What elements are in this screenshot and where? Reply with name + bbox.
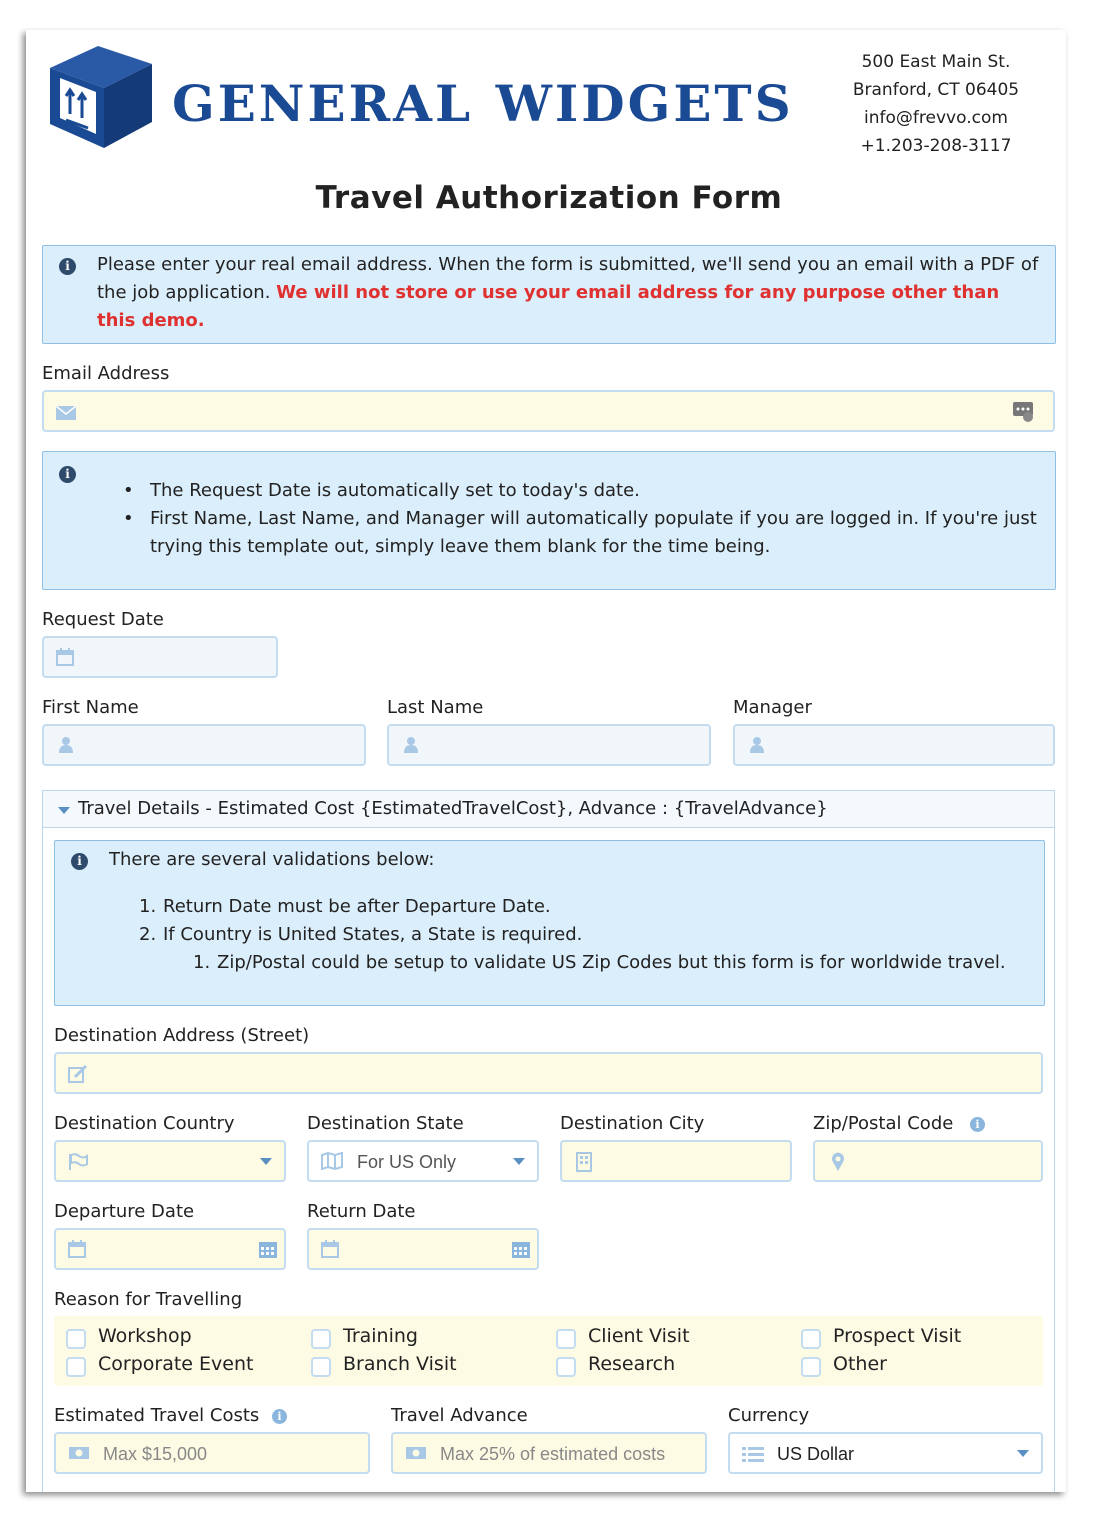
destination-street-label: Destination Address (Street) bbox=[54, 1025, 310, 1046]
brand-name bbox=[172, 74, 794, 133]
currency-label: Currency bbox=[728, 1405, 810, 1426]
calendar-icon bbox=[321, 1240, 339, 1262]
reason-checkbox[interactable] bbox=[801, 1357, 821, 1377]
validation-sub-item: Zip/Postal could be setup to validate US Zip Codes but this form is for worldwide travel. bbox=[217, 952, 1006, 973]
money-icon bbox=[68, 1445, 90, 1465]
brand-first: GENERAL bbox=[172, 74, 474, 133]
estimated-costs-placeholder: Max $15,000 bbox=[103, 1444, 208, 1464]
edit-icon bbox=[68, 1065, 88, 1087]
last-name-label: Last Name bbox=[387, 697, 484, 718]
zip-field[interactable] bbox=[813, 1140, 1043, 1182]
departure-date-field[interactable] bbox=[54, 1228, 286, 1270]
reason-checkbox[interactable] bbox=[311, 1329, 331, 1349]
travel-details-title: Travel Details - Estimated Cost {EstimatedTravelCost}, Advance : {TravelAdvance} bbox=[78, 798, 828, 819]
destination-city-field[interactable] bbox=[560, 1140, 792, 1182]
destination-state-select[interactable] bbox=[307, 1140, 539, 1182]
money-icon bbox=[405, 1445, 427, 1465]
travel-advance-field[interactable] bbox=[391, 1432, 707, 1474]
currency-value: US Dollar bbox=[777, 1444, 855, 1464]
email-notice-text bbox=[97, 251, 1042, 335]
reason-option-label[interactable]: Client Visit bbox=[588, 1325, 690, 1347]
reason-checkbox[interactable] bbox=[66, 1329, 86, 1349]
envelope-icon bbox=[56, 405, 76, 424]
reason-checkbox[interactable] bbox=[311, 1357, 331, 1377]
date-picker-icon[interactable] bbox=[511, 1239, 531, 1263]
autofill-item bbox=[123, 477, 133, 505]
address-line: 500 East Main St. bbox=[861, 52, 1011, 72]
travel-advance-label: Travel Advance bbox=[391, 1405, 528, 1426]
first-name-label: First Name bbox=[42, 697, 139, 718]
reason-option-label[interactable]: Other bbox=[833, 1353, 887, 1375]
destination-street-field[interactable] bbox=[54, 1052, 1043, 1094]
map-icon bbox=[321, 1152, 343, 1174]
reason-option-label[interactable]: Research bbox=[588, 1353, 676, 1375]
reason-checkbox-group bbox=[54, 1316, 1043, 1386]
building-icon bbox=[576, 1152, 592, 1176]
address-line: info@frevvo.com bbox=[864, 108, 1008, 128]
departure-date-label: Departure Date bbox=[54, 1201, 195, 1222]
validation-notice bbox=[54, 840, 1045, 1006]
validation-number: 2. bbox=[139, 924, 157, 945]
destination-state-placeholder: For US Only bbox=[357, 1152, 457, 1172]
bullet-icon: • bbox=[123, 508, 134, 529]
email-notice bbox=[42, 245, 1056, 344]
zip-label-text: Zip/Postal Code bbox=[813, 1113, 954, 1134]
estimated-costs-label: Estimated Travel Costs bbox=[54, 1405, 260, 1426]
autofill-item bbox=[123, 505, 133, 533]
dropdown-caret-icon[interactable] bbox=[1017, 1450, 1029, 1457]
destination-country-select[interactable] bbox=[54, 1140, 286, 1182]
validation-item: Return Date must be after Departure Date. bbox=[163, 896, 551, 917]
validation-number: 1. bbox=[139, 896, 157, 917]
last-name-field[interactable] bbox=[387, 724, 711, 766]
validation-intro: There are several validations below: bbox=[109, 849, 435, 870]
estimated-costs-help-icon[interactable]: i bbox=[272, 1409, 287, 1424]
date-picker-icon[interactable] bbox=[258, 1239, 278, 1263]
bullet-icon: • bbox=[123, 480, 134, 501]
user-icon bbox=[403, 736, 419, 758]
destination-city-label: Destination City bbox=[560, 1113, 705, 1134]
validation-item: If Country is United States, a State is required. bbox=[163, 924, 583, 945]
info-icon: i bbox=[71, 853, 88, 870]
address-line: Branford, CT 06405 bbox=[852, 80, 1020, 100]
reason-checkbox[interactable] bbox=[66, 1357, 86, 1377]
email-notice-warning: We will not store or use your email address for any purpose other than this demo. bbox=[97, 282, 1000, 331]
zip-help-icon[interactable]: i bbox=[970, 1117, 985, 1132]
return-date-label: Return Date bbox=[307, 1201, 416, 1222]
user-icon bbox=[749, 736, 765, 758]
reason-option-label[interactable]: Branch Visit bbox=[343, 1353, 457, 1375]
flag-icon bbox=[68, 1153, 88, 1175]
request-date-field[interactable] bbox=[42, 636, 278, 678]
reason-option-label[interactable]: Prospect Visit bbox=[833, 1325, 962, 1347]
reason-checkbox[interactable] bbox=[556, 1329, 576, 1349]
request-date-label: Request Date bbox=[42, 609, 164, 630]
form-title: Travel Authorization Form bbox=[315, 180, 783, 216]
reason-option-label[interactable]: Workshop bbox=[98, 1325, 192, 1347]
dropdown-caret-icon[interactable] bbox=[260, 1158, 272, 1165]
calendar-icon bbox=[56, 648, 74, 670]
reason-option-label[interactable]: Corporate Event bbox=[98, 1353, 254, 1375]
autofill-icon bbox=[1013, 402, 1035, 426]
autofill-item-text: The Request Date is automatically set to today's date. bbox=[150, 480, 640, 501]
user-icon bbox=[58, 736, 74, 758]
map-marker-icon bbox=[831, 1152, 845, 1176]
travel-details-header[interactable] bbox=[42, 790, 1055, 828]
info-icon: i bbox=[59, 466, 76, 483]
estimated-costs-field[interactable] bbox=[54, 1432, 370, 1474]
list-icon bbox=[742, 1446, 764, 1466]
info-icon: i bbox=[59, 258, 76, 275]
validation-number: 1. bbox=[193, 952, 211, 973]
email-field[interactable] bbox=[42, 390, 1055, 432]
currency-select[interactable] bbox=[728, 1432, 1043, 1474]
autofill-notice bbox=[42, 451, 1056, 590]
collapse-caret-icon[interactable] bbox=[58, 807, 70, 814]
form-page bbox=[26, 30, 1066, 1492]
autofill-item-text: First Name, Last Name, and Manager will automatically populate if you are logged in. If you're just trying this template out, simply leave them blank for the time being. bbox=[150, 508, 1037, 557]
company-address bbox=[826, 48, 1046, 160]
brand-second: WIDGETS bbox=[495, 74, 794, 133]
email-notice-message: Please enter your real email address. When the form is submitted, we'll send you an email with a PDF of the job application. bbox=[97, 254, 1039, 303]
reason-option-label[interactable]: Training bbox=[343, 1325, 418, 1347]
calendar-icon bbox=[68, 1240, 86, 1262]
dropdown-caret-icon[interactable] bbox=[513, 1158, 525, 1165]
travel-advance-placeholder: Max 25% of estimated costs bbox=[440, 1444, 666, 1464]
manager-label: Manager bbox=[733, 697, 812, 718]
manager-field[interactable] bbox=[733, 724, 1055, 766]
address-line: +1.203-208-3117 bbox=[860, 136, 1012, 156]
logo-box-icon bbox=[40, 40, 158, 152]
first-name-field[interactable] bbox=[42, 724, 366, 766]
email-label: Email Address bbox=[42, 363, 170, 384]
reason-checkbox[interactable] bbox=[801, 1329, 821, 1349]
destination-country-label: Destination Country bbox=[54, 1113, 235, 1134]
zip-label bbox=[813, 1113, 953, 1134]
destination-state-label: Destination State bbox=[307, 1113, 464, 1134]
return-date-field[interactable] bbox=[307, 1228, 539, 1270]
reason-label: Reason for Travelling bbox=[54, 1289, 243, 1310]
reason-checkbox[interactable] bbox=[556, 1357, 576, 1377]
